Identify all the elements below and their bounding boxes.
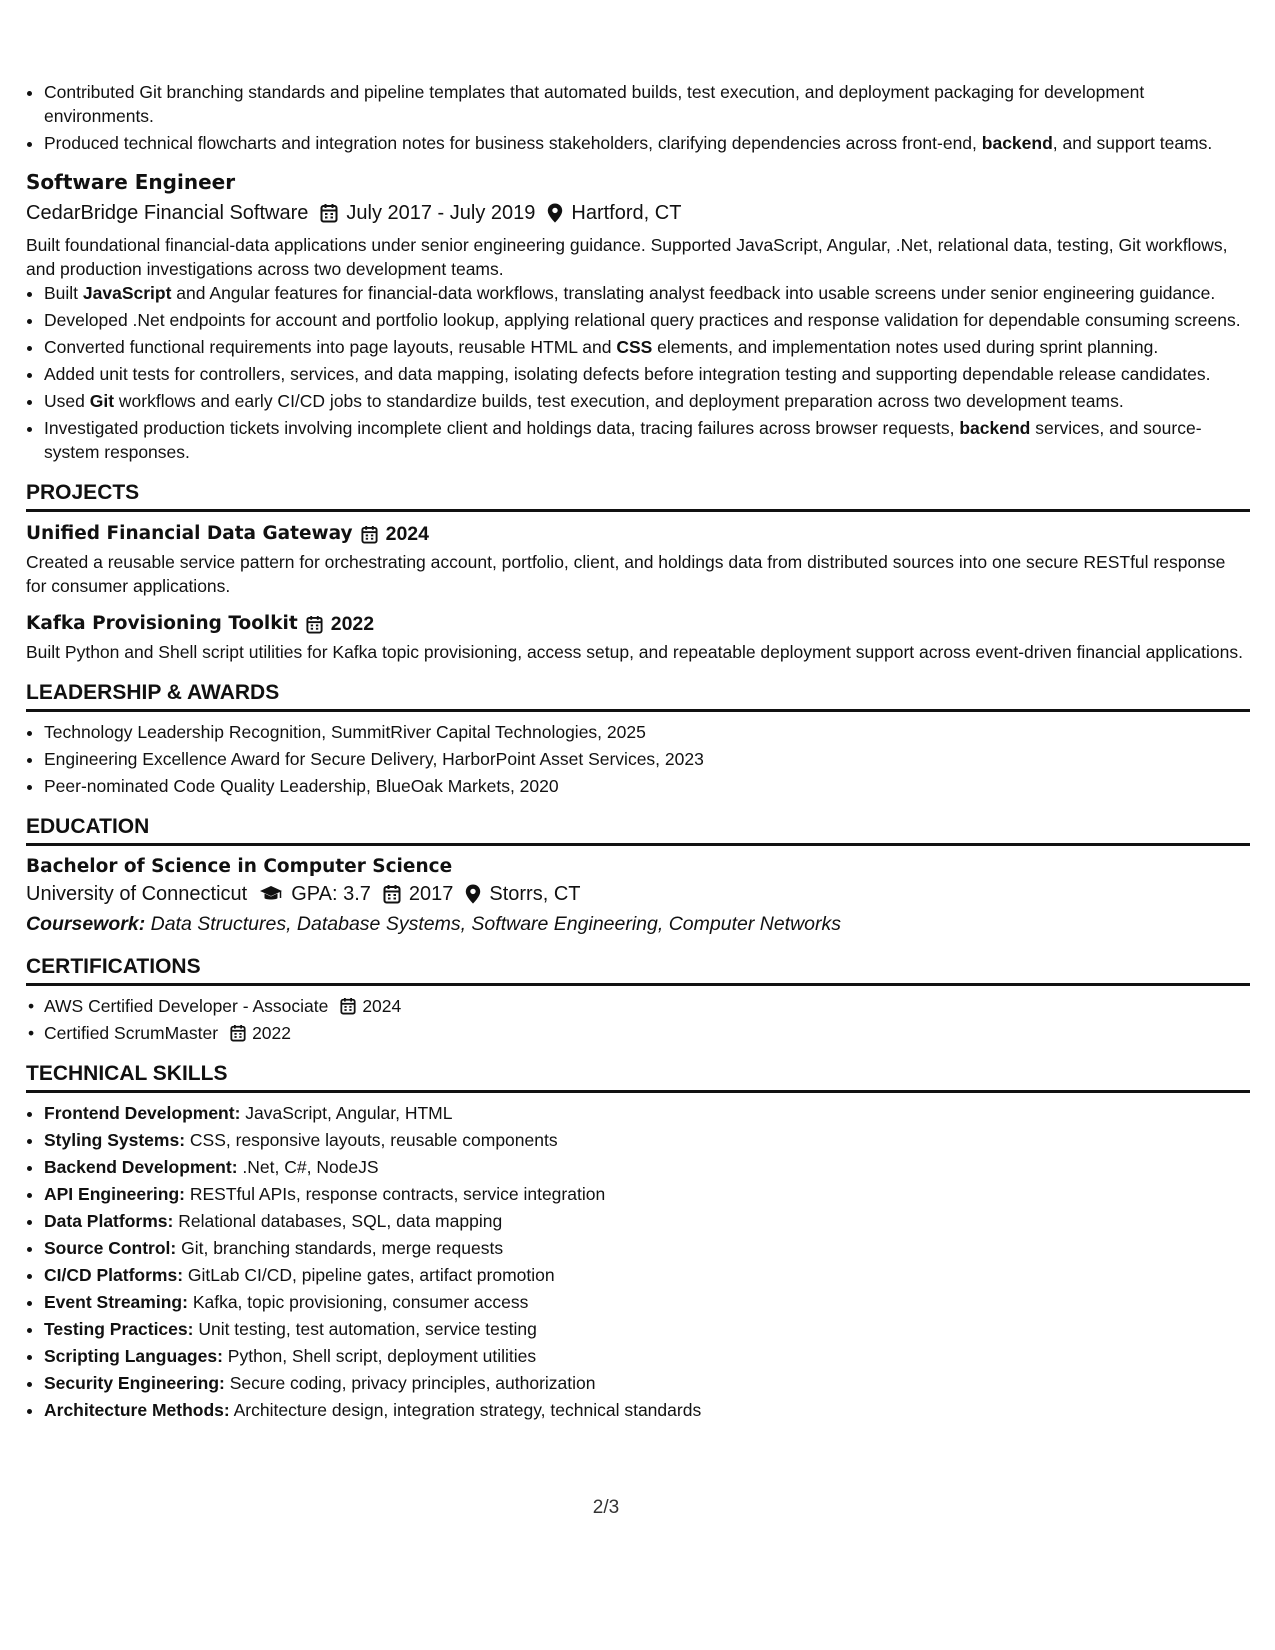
bullet-keyword: JavaScript (82, 283, 172, 303)
skill-label: Security Engineering: (44, 1373, 225, 1393)
calendar-icon (383, 884, 401, 904)
skill-label: Styling Systems: (44, 1130, 186, 1150)
graduation-cap-icon (259, 885, 283, 903)
skill-label: Frontend Development: (44, 1103, 241, 1123)
bullet-text: Developed .Net endpoints for account and portfolio lookup, applying relational query practices and response validation for dependable consuming screens. (44, 310, 1241, 330)
skill-item (44, 1290, 1250, 1314)
skill-label: Source Control: (44, 1238, 177, 1258)
skill-label: Architecture Methods: (44, 1400, 230, 1420)
skill-value: .Net, C#, NodeJS (242, 1157, 379, 1177)
skill-item (44, 1344, 1250, 1368)
section-heading-projects: PROJECTS (26, 480, 1250, 512)
list-item (44, 281, 1250, 305)
job-summary: Built foundational financial-data applications under senior engineering guidance. Supported JavaScript, Angular, .Net, relational data, testing, Git workflows, and production investigations across two development teams. (26, 235, 1228, 279)
bullet-keyword: Git (89, 391, 115, 411)
map-pin-icon (547, 203, 563, 223)
bullet-keyword: backend (981, 133, 1053, 153)
job-meta (26, 199, 1250, 227)
coursework-label: Coursework: (26, 913, 146, 935)
prior-job-bullets (26, 80, 1250, 155)
bullet-text: Built (44, 283, 83, 303)
skill-item (44, 1209, 1250, 1233)
coursework-list: Data Structures, Database Systems, Software Engineering, Computer Networks (150, 913, 842, 935)
section-heading-leadership: LEADERSHIP & AWARDS (26, 680, 1250, 712)
skill-item (44, 1128, 1250, 1152)
project-description: Built Python and Shell script utilities for Kafka topic provisioning, access setup, and repeatable deployment support across event-driven financial applications. (26, 642, 1243, 662)
certification-name: • Certified ScrumMaster (44, 1023, 219, 1043)
list-item (44, 308, 1250, 332)
list-item (44, 362, 1250, 386)
skill-item (44, 1371, 1250, 1395)
skill-value: Relational databases, SQL, data mapping (178, 1211, 503, 1231)
company-name: CedarBridge Financial Software (26, 202, 309, 224)
skill-value: Secure coding, privacy principles, authorization (229, 1373, 596, 1393)
skill-value: Unit testing, test automation, service testing (198, 1319, 537, 1339)
bullet-text: Converted functional requirements into page layouts, reusable HTML and (44, 337, 617, 357)
calendar-icon (306, 615, 323, 634)
calendar-icon (230, 1024, 246, 1042)
job-dates: July 2017 - July 2019 (346, 202, 536, 224)
certification-name: • AWS Certified Developer - Associate (44, 996, 329, 1016)
calendar-icon (340, 997, 356, 1015)
awards-list (26, 720, 1250, 798)
skill-item (44, 1101, 1250, 1125)
certifications-list (26, 994, 1250, 1045)
list-item (44, 80, 1250, 128)
job-title: Software Engineer (26, 170, 236, 194)
skill-item (44, 1155, 1250, 1179)
job-location: Hartford, CT (571, 202, 682, 224)
certification-year: 2022 (252, 1023, 292, 1043)
skill-value: Python, Shell script, deployment utilities (227, 1346, 537, 1366)
project-title (26, 610, 1250, 638)
list-item (44, 335, 1250, 359)
list-item (44, 1021, 1250, 1045)
job-bullets (26, 281, 1250, 464)
calendar-icon (361, 525, 378, 544)
resume-content (26, 80, 1250, 1425)
certification-year: 2024 (362, 996, 402, 1016)
calendar-icon (320, 203, 338, 223)
graduation-year: 2017 (408, 883, 454, 905)
bullet-text: Contributed Git branching standards and pipeline templates that automated builds, test execution, and deployment packaging for development environments. (44, 82, 1145, 126)
list-item: • Peer-nominated Code Quality Leadership, BlueOak Markets, 2020 (44, 774, 1250, 798)
skill-label: Testing Practices: (44, 1319, 194, 1339)
skill-label: Backend Development: (44, 1157, 238, 1177)
list-item: • Technology Leadership Recognition, SummitRiver Capital Technologies, 2025 (44, 720, 1250, 744)
bullet-text: , and support teams. (1052, 133, 1213, 153)
degree-title: Bachelor of Science in Computer Science (26, 856, 453, 877)
project-title (26, 520, 1250, 548)
bullet-text: Produced technical flowcharts and integration notes for business stakeholders, clarifying dependencies across front-end, (44, 133, 982, 153)
skill-value: Architecture design, integration strategy, technical standards (233, 1400, 702, 1420)
skill-label: API Engineering: (44, 1184, 185, 1204)
skill-label: Data Platforms: (44, 1211, 174, 1231)
list-item (44, 389, 1250, 413)
section-heading-skills: TECHNICAL SKILLS (26, 1061, 1250, 1093)
project-name: Unified Financial Data Gateway (26, 523, 353, 544)
section-heading-certifications: CERTIFICATIONS (26, 954, 1250, 986)
school-location: Storrs, CT (489, 883, 581, 905)
bullet-text: workflows and early CI/CD jobs to standardize builds, test execution, and deployment preparation across two development teams. (114, 391, 1124, 411)
section-heading-education: EDUCATION (26, 814, 1250, 846)
bullet-keyword: backend (959, 418, 1031, 438)
skill-item (44, 1182, 1250, 1206)
bullet-text: Added unit tests for controllers, services, and data mapping, isolating defects before integration testing and supporting dependable release candidates. (44, 364, 1211, 384)
project-year: 2024 (385, 523, 429, 545)
skill-value: RESTful APIs, response contracts, service integration (189, 1184, 606, 1204)
skill-value: Git, branching standards, merge requests (181, 1238, 504, 1258)
skill-item (44, 1398, 1250, 1422)
school-name: University of Connecticut (26, 883, 248, 905)
list-item (44, 994, 1250, 1018)
bullet-text: Used (44, 391, 90, 411)
project-name: Kafka Provisioning Toolkit (26, 613, 298, 634)
coursework (26, 910, 1250, 938)
bullet-text: Investigated production tickets involving incomplete client and holdings data, tracing failures across browser requests, (44, 418, 960, 438)
skill-value: Kafka, topic provisioning, consumer access (192, 1292, 529, 1312)
skill-item (44, 1317, 1250, 1341)
bullet-text: elements, and implementation notes used during sprint planning. (652, 337, 1159, 357)
gpa: GPA: 3.7 (291, 883, 371, 905)
map-pin-icon (465, 884, 481, 904)
project-year: 2022 (330, 613, 375, 635)
page-number: 2/3 (592, 1497, 620, 1518)
list-item (44, 416, 1250, 464)
list-item: • Engineering Excellence Award for Secure Delivery, HarborPoint Asset Services, 2023 (44, 747, 1250, 771)
bullet-text: services, and source-system responses. (44, 418, 1202, 462)
skill-item (44, 1263, 1250, 1287)
list-item (44, 131, 1250, 155)
education-meta (26, 880, 1250, 908)
skill-label: Scripting Languages: (44, 1346, 223, 1366)
skill-value: JavaScript, Angular, HTML (245, 1103, 453, 1123)
bullet-keyword: CSS (616, 337, 653, 357)
skill-label: CI/CD Platforms: (44, 1265, 184, 1285)
skill-value: GitLab CI/CD, pipeline gates, artifact promotion (187, 1265, 555, 1285)
project-description: Created a reusable service pattern for orchestrating account, portfolio, client, and holdings data from distributed sources into one secure RESTful response for consumer applications. (26, 552, 1226, 596)
skill-item (44, 1236, 1250, 1260)
skill-value: CSS, responsive layouts, reusable components (189, 1130, 558, 1150)
skills-list (26, 1101, 1250, 1422)
bullet-text: and Angular features for financial-data workflows, translating analyst feedback into usable screens under senior engineering guidance. (171, 283, 1216, 303)
skill-label: Event Streaming: (44, 1292, 188, 1312)
